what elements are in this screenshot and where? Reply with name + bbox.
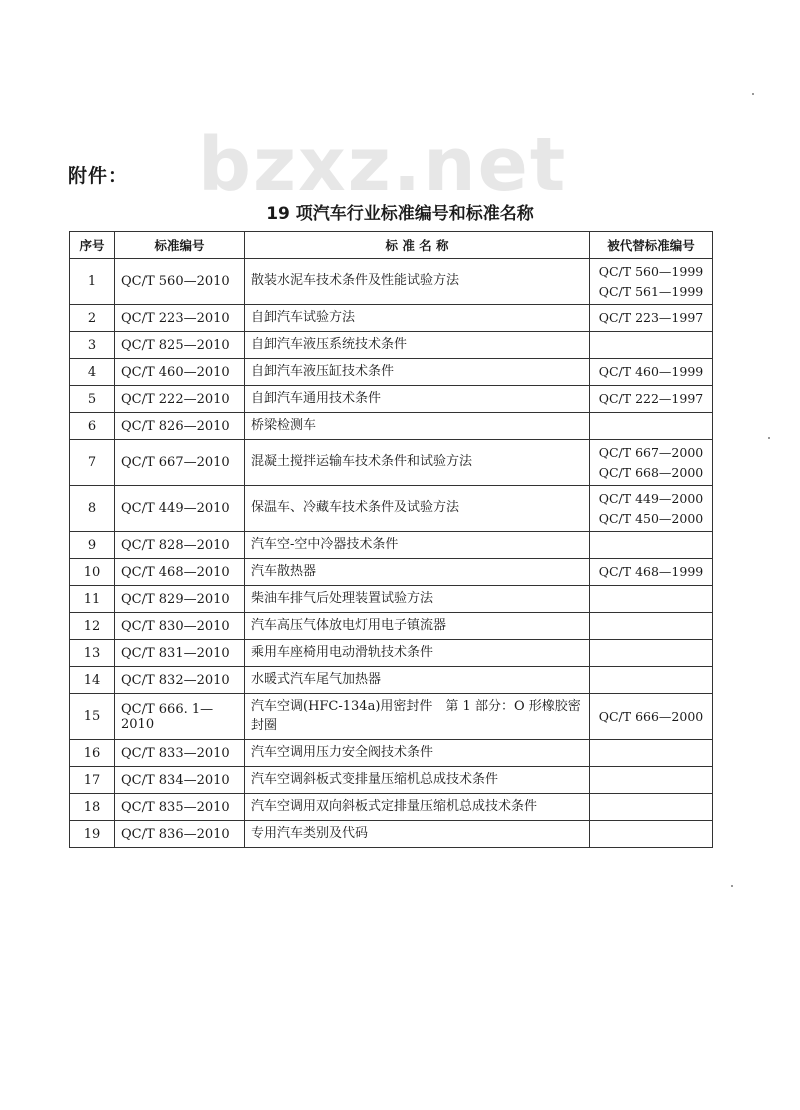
scan-speck (731, 885, 733, 887)
header-replaced-standard: 被代替标准编号 (590, 232, 713, 259)
row-standard-code: QC/T 835—2010 (115, 794, 245, 821)
replaced-standard-code: QC/T 667—2000 (598, 444, 704, 460)
table-row (70, 359, 713, 386)
table-row (70, 694, 713, 740)
row-serial-number: 6 (70, 413, 115, 440)
row-replaced-standards (590, 586, 713, 613)
row-standard-name: 汽车空-空中冷器技术条件 (245, 532, 590, 559)
row-serial-number: 7 (70, 440, 115, 486)
row-standard-name: 自卸汽车液压缸技术条件 (245, 359, 590, 386)
row-serial-number: 5 (70, 386, 115, 413)
row-replaced-standards (590, 486, 713, 532)
row-standard-code: QC/T 222—2010 (115, 386, 245, 413)
row-standard-name: 自卸汽车液压系统技术条件 (245, 332, 590, 359)
row-standard-code: QC/T 825—2010 (115, 332, 245, 359)
row-replaced-standards (590, 559, 713, 586)
table-row (70, 440, 713, 486)
row-standard-code: QC/T 829—2010 (115, 586, 245, 613)
row-serial-number: 8 (70, 486, 115, 532)
row-replaced-standards (590, 440, 713, 486)
replaced-standard-code: QC/T 668—2000 (598, 464, 704, 480)
row-serial-number: 2 (70, 305, 115, 332)
row-standard-name: 自卸汽车试验方法 (245, 305, 590, 332)
row-standard-code: QC/T 830—2010 (115, 613, 245, 640)
table-row (70, 532, 713, 559)
table-body (70, 259, 713, 848)
row-serial-number: 19 (70, 821, 115, 848)
row-standard-code: QC/T 468—2010 (115, 559, 245, 586)
standards-table (69, 231, 713, 848)
row-serial-number: 16 (70, 740, 115, 767)
row-standard-code: QC/T 828—2010 (115, 532, 245, 559)
row-replaced-standards (590, 667, 713, 694)
replaced-standard-code: QC/T 561—1999 (598, 283, 704, 299)
row-standard-code: QC/T 560—2010 (115, 259, 245, 305)
row-standard-name: 柴油车排气后处理装置试验方法 (245, 586, 590, 613)
row-standard-name: 汽车空调斜板式变排量压缩机总成技术条件 (245, 767, 590, 794)
watermark: bzxz.net (198, 122, 568, 208)
row-standard-name: 汽车散热器 (245, 559, 590, 586)
replaced-standard-code: QC/T 468—1999 (598, 564, 704, 579)
row-standard-code: QC/T 666. 1—2010 (115, 694, 245, 740)
row-standard-name: 汽车空调用双向斜板式定排量压缩机总成技术条件 (245, 794, 590, 821)
row-standard-name: 水暖式汽车尾气加热器 (245, 667, 590, 694)
row-replaced-standards (590, 413, 713, 440)
replaced-standard-code: QC/T 460—1999 (598, 364, 704, 379)
table-row (70, 559, 713, 586)
row-serial-number: 13 (70, 640, 115, 667)
row-replaced-standards (590, 821, 713, 848)
row-standard-name: 汽车空调(HFC-134a)用密封件 第 1 部分：O 形橡胶密封圈 (245, 694, 590, 740)
row-serial-number: 15 (70, 694, 115, 740)
scan-speck (768, 437, 770, 439)
header-standard-name: 标 准 名 称 (245, 232, 590, 259)
scan-speck (752, 93, 754, 95)
table-row (70, 740, 713, 767)
replaced-standard-code: QC/T 223—1997 (598, 310, 704, 325)
row-replaced-standards (590, 532, 713, 559)
header-serial-number: 序号 (70, 232, 115, 259)
row-standard-name: 桥梁检测车 (245, 413, 590, 440)
row-serial-number: 4 (70, 359, 115, 386)
row-serial-number: 11 (70, 586, 115, 613)
replaced-standard-code: QC/T 666—2000 (598, 708, 704, 724)
table-row (70, 386, 713, 413)
row-standard-name: 自卸汽车通用技术条件 (245, 386, 590, 413)
table-row (70, 413, 713, 440)
table-row (70, 486, 713, 532)
row-serial-number: 1 (70, 259, 115, 305)
table-row (70, 767, 713, 794)
row-standard-code: QC/T 667—2010 (115, 440, 245, 486)
replaced-standard-code: QC/T 222—1997 (598, 391, 704, 406)
row-standard-name: 保温车、冷藏车技术条件及试验方法 (245, 486, 590, 532)
row-serial-number: 9 (70, 532, 115, 559)
row-replaced-standards (590, 767, 713, 794)
row-serial-number: 18 (70, 794, 115, 821)
row-serial-number: 14 (70, 667, 115, 694)
row-standard-code: QC/T 834—2010 (115, 767, 245, 794)
replaced-standard-code: QC/T 450—2000 (598, 510, 704, 526)
row-serial-number: 17 (70, 767, 115, 794)
row-replaced-standards (590, 386, 713, 413)
row-standard-code: QC/T 460—2010 (115, 359, 245, 386)
row-standard-name: 散装水泥车技术条件及性能试验方法 (245, 259, 590, 305)
row-standard-name: 专用汽车类别及代码 (245, 821, 590, 848)
row-standard-code: QC/T 223—2010 (115, 305, 245, 332)
row-replaced-standards (590, 794, 713, 821)
table-row (70, 332, 713, 359)
table-row (70, 259, 713, 305)
row-replaced-standards (590, 305, 713, 332)
header-standard-code: 标准编号 (115, 232, 245, 259)
table-row (70, 821, 713, 848)
replaced-standard-code: QC/T 560—1999 (598, 263, 704, 279)
page-title: 19 项汽车行业标准编号和标准名称 (266, 204, 534, 224)
row-standard-name: 混凝土搅拌运输车技术条件和试验方法 (245, 440, 590, 486)
table-row (70, 667, 713, 694)
row-replaced-standards (590, 694, 713, 740)
table-header-row (70, 232, 713, 259)
row-serial-number: 12 (70, 613, 115, 640)
row-standard-name: 汽车高压气体放电灯用电子镇流器 (245, 613, 590, 640)
replaced-standard-code: QC/T 449—2000 (598, 490, 704, 506)
row-replaced-standards (590, 740, 713, 767)
table-row (70, 586, 713, 613)
row-standard-code: QC/T 449—2010 (115, 486, 245, 532)
row-standard-code: QC/T 826—2010 (115, 413, 245, 440)
row-replaced-standards (590, 640, 713, 667)
row-replaced-standards (590, 613, 713, 640)
row-serial-number: 10 (70, 559, 115, 586)
row-replaced-standards (590, 332, 713, 359)
row-standard-code: QC/T 831—2010 (115, 640, 245, 667)
row-standard-name: 乘用车座椅用电动滑轨技术条件 (245, 640, 590, 667)
table-row (70, 613, 713, 640)
row-standard-code: QC/T 836—2010 (115, 821, 245, 848)
table-row (70, 640, 713, 667)
row-standard-code: QC/T 833—2010 (115, 740, 245, 767)
row-serial-number: 3 (70, 332, 115, 359)
table-row (70, 794, 713, 821)
row-standard-name: 汽车空调用压力安全阀技术条件 (245, 740, 590, 767)
row-standard-code: QC/T 832—2010 (115, 667, 245, 694)
attachment-label: 附件： (68, 165, 129, 187)
row-replaced-standards (590, 359, 713, 386)
row-replaced-standards (590, 259, 713, 305)
table-row (70, 305, 713, 332)
